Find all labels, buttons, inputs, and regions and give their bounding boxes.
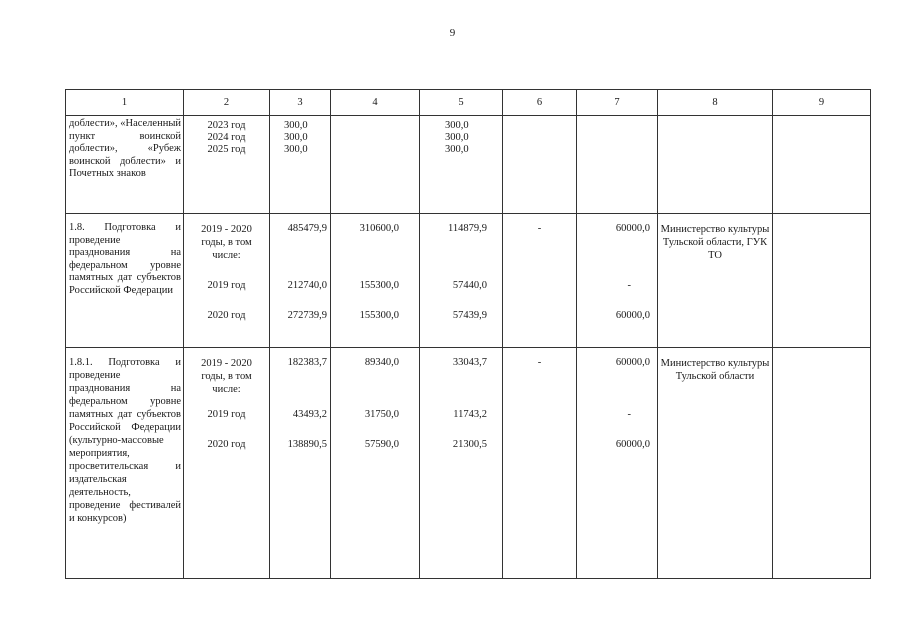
year-label: 2019 год (207, 409, 246, 420)
col9-cell (773, 214, 871, 348)
executor-cell (658, 348, 773, 579)
col-header-3: 3 (270, 90, 331, 116)
total-cell (270, 348, 331, 579)
table-row (66, 116, 871, 214)
col7-value: 60000,0 (615, 439, 650, 450)
col5-value: 57439,9 (452, 310, 487, 321)
page-number: 9 (449, 27, 456, 39)
col5-value: 57440,0 (452, 280, 487, 291)
total-cell (270, 116, 331, 214)
activity-name-cell (66, 348, 184, 579)
col-header-6: 6 (503, 90, 577, 116)
col-header-9: 9 (773, 90, 871, 116)
col5-value: 33043,7 (452, 357, 487, 368)
col7-value: 60000,0 (615, 310, 650, 321)
activity-name: 1.8. Подготовка и проведение празднования на федеральном уровне памятных дат субъектов Российской Федерации (69, 222, 181, 296)
budget-table (65, 89, 871, 579)
executor-name: Министерство культуры Тульской области (660, 358, 770, 382)
col7-value: 60000,0 (615, 223, 650, 234)
col4-value: 31750,0 (364, 409, 399, 420)
year-label: 2019 - 2020 годы, в том числе: (201, 224, 252, 261)
years-cell (184, 116, 270, 214)
col5-cell (420, 348, 503, 579)
col7-value: - (627, 409, 631, 420)
col5-value: 300,0 (445, 120, 469, 131)
col4-value: 89340,0 (364, 357, 399, 368)
total-value: 212740,0 (287, 280, 327, 291)
years-cell (184, 214, 270, 348)
col-header-7: 7 (577, 90, 658, 116)
col4-value: 57590,0 (364, 439, 399, 450)
col-header-2: 2 (184, 90, 270, 116)
executor-name: Министерство культуры Тульской области, ГУК ТО (660, 224, 770, 261)
col5-cell (420, 214, 503, 348)
col7-cell (577, 116, 658, 214)
header-row (66, 90, 871, 116)
year-label: 2024 год (207, 132, 246, 143)
col-header-4: 4 (331, 90, 420, 116)
col5-cell (420, 116, 503, 214)
col5-value: 114879,9 (448, 223, 487, 234)
year-label: 2020 год (207, 310, 246, 321)
col5-value: 300,0 (445, 144, 469, 155)
years-cell (184, 348, 270, 579)
total-value: 138890,5 (287, 439, 327, 450)
activity-name: доблести», «Населенный пункт воинской доблести», «Рубеж воинской доблести» и Почетных знаков (69, 118, 181, 179)
year-label: 2025 год (207, 144, 246, 155)
col7-value: - (627, 280, 631, 291)
col7-cell (577, 348, 658, 579)
table-row (66, 348, 871, 579)
col9-cell (773, 348, 871, 579)
col-header-5: 5 (420, 90, 503, 116)
col-header-1: 1 (66, 90, 184, 116)
col5-value: 11743,2 (453, 409, 487, 420)
col7-value: 60000,0 (615, 357, 650, 368)
col7-cell (577, 214, 658, 348)
col9-cell (773, 116, 871, 214)
year-label: 2023 год (207, 120, 246, 131)
year-label: 2019 - 2020 годы, в том числе: (201, 358, 252, 395)
col4-cell (331, 214, 420, 348)
total-value: 485479,9 (287, 223, 327, 234)
year-label: 2019 год (207, 280, 246, 291)
col-header-8: 8 (658, 90, 773, 116)
col6-cell (503, 214, 577, 348)
col5-value: 21300,5 (452, 439, 487, 450)
total-cell (270, 214, 331, 348)
col4-cell (331, 348, 420, 579)
col4-value: 155300,0 (359, 280, 399, 291)
col4-value: 155300,0 (359, 310, 399, 321)
col6-value: - (537, 357, 542, 368)
total-value: 43493,2 (292, 409, 327, 420)
col5-value: 300,0 (445, 132, 469, 143)
total-value: 300,0 (284, 144, 308, 155)
total-value: 272739,9 (287, 310, 327, 321)
total-value: 300,0 (284, 120, 308, 131)
col6-cell (503, 116, 577, 214)
table-row (66, 214, 871, 348)
activity-name-cell (66, 214, 184, 348)
col6-cell (503, 348, 577, 579)
total-value: 300,0 (284, 132, 308, 143)
total-value: 182383,7 (287, 357, 327, 368)
year-label: 2020 год (207, 439, 246, 450)
activity-name: 1.8.1. Подготовка и проведение празднования на федеральном уровне памятных дат субъектов Российской Федерации (культурно-массовые мероприятия, просветительская и издательская деятельность, проведение фестивалей и конкурсов) (69, 357, 181, 524)
col6-value: - (537, 223, 542, 234)
executor-cell (658, 214, 773, 348)
executor-cell (658, 116, 773, 214)
col4-cell (331, 116, 420, 214)
activity-name-cell (66, 116, 184, 214)
col4-value: 310600,0 (359, 223, 399, 234)
